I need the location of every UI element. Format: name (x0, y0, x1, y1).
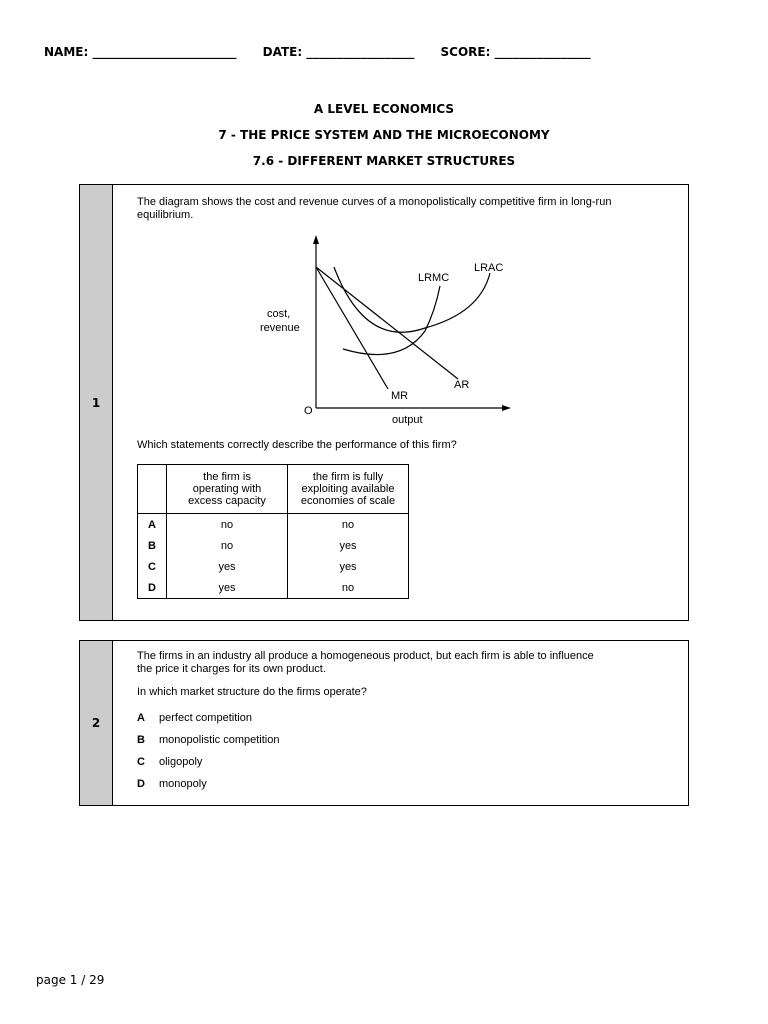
origin-label: O (304, 405, 313, 417)
column-header-economies-of-scale: the firm is fully exploiting available economies of scale (288, 465, 409, 514)
option-letter: B (138, 535, 167, 556)
question-2 (79, 640, 689, 806)
option-d[interactable] (137, 778, 207, 790)
column-header-excess-capacity: the firm is operating with excess capacity (167, 465, 288, 514)
cell: yes (167, 577, 288, 599)
option-c[interactable] (137, 756, 202, 768)
unit-title: 7 - THE PRICE SYSTEM AND THE MICROECONOMY (218, 128, 550, 142)
name-field[interactable]: NAME: ________________________ (44, 45, 237, 59)
cell: no (167, 514, 288, 536)
table-row[interactable] (138, 577, 409, 599)
question-number: 2 (80, 641, 113, 805)
option-a[interactable] (137, 712, 252, 724)
lrac-label: LRAC (474, 262, 504, 274)
question-prompt (137, 686, 668, 699)
x-axis-arrow (502, 405, 511, 411)
y-axis-arrow (313, 235, 319, 244)
option-text: perfect competition (159, 712, 252, 724)
stem-line: equilibrium. (137, 209, 194, 221)
option-letter: D (137, 778, 145, 790)
blank-header-cell (138, 465, 167, 514)
cell: no (288, 514, 409, 536)
y-label-revenue: revenue (260, 322, 300, 334)
stem-line: The diagram shows the cost and revenue curves of a monopolistically competitive firm in long-run (137, 196, 612, 208)
question-number: 1 (80, 185, 113, 620)
date-field[interactable]: DATE: __________________ (262, 45, 415, 59)
topic-title: 7.6 - DIFFERENT MARKET STRUCTURES (252, 154, 516, 168)
cell: yes (288, 556, 409, 577)
option-text: monopoly (159, 778, 207, 790)
table-row[interactable] (138, 514, 409, 536)
option-letter: C (137, 756, 145, 768)
option-letter: A (138, 514, 167, 536)
option-b[interactable] (137, 734, 279, 746)
stem-line: The firms in an industry all produce a homogeneous product, but each firm is able to influence (137, 650, 594, 662)
table-row[interactable] (138, 556, 409, 577)
title-block (0, 101, 768, 179)
option-letter: D (138, 577, 167, 599)
subject-title: A LEVEL ECONOMICS (313, 102, 455, 116)
x-label-output: output (392, 414, 423, 426)
cell: yes (288, 535, 409, 556)
table-row[interactable] (138, 535, 409, 556)
page-number: page 1 / 29 (36, 973, 105, 987)
score-field[interactable]: SCORE: ________________ (440, 45, 591, 59)
question-prompt (137, 439, 668, 452)
cell: yes (167, 556, 288, 577)
prompt-text: In which market structure do the firms operate? (137, 686, 367, 698)
lrmc-curve (343, 286, 440, 355)
prompt-text: Which statements correctly describe the performance of this firm? (137, 439, 457, 451)
cell: no (167, 535, 288, 556)
question-1 (79, 184, 689, 621)
question-stem (137, 196, 668, 222)
option-text: oligopoly (159, 756, 203, 768)
stem-line: the price it charges for its own product. (137, 663, 326, 675)
mr-label: MR (391, 390, 409, 402)
y-label-cost: cost, (267, 308, 291, 320)
option-letter: C (138, 556, 167, 577)
ar-label: AR (454, 379, 470, 391)
cell: no (288, 577, 409, 599)
mr-curve (316, 267, 388, 389)
question-stem (137, 650, 668, 676)
cost-revenue-diagram (230, 231, 630, 431)
header-row (44, 45, 748, 59)
option-text: monopolistic competition (159, 734, 280, 746)
option-letter: B (137, 734, 145, 746)
answer-table (137, 464, 409, 599)
option-letter: A (137, 712, 145, 724)
lrmc-label: LRMC (418, 272, 450, 284)
